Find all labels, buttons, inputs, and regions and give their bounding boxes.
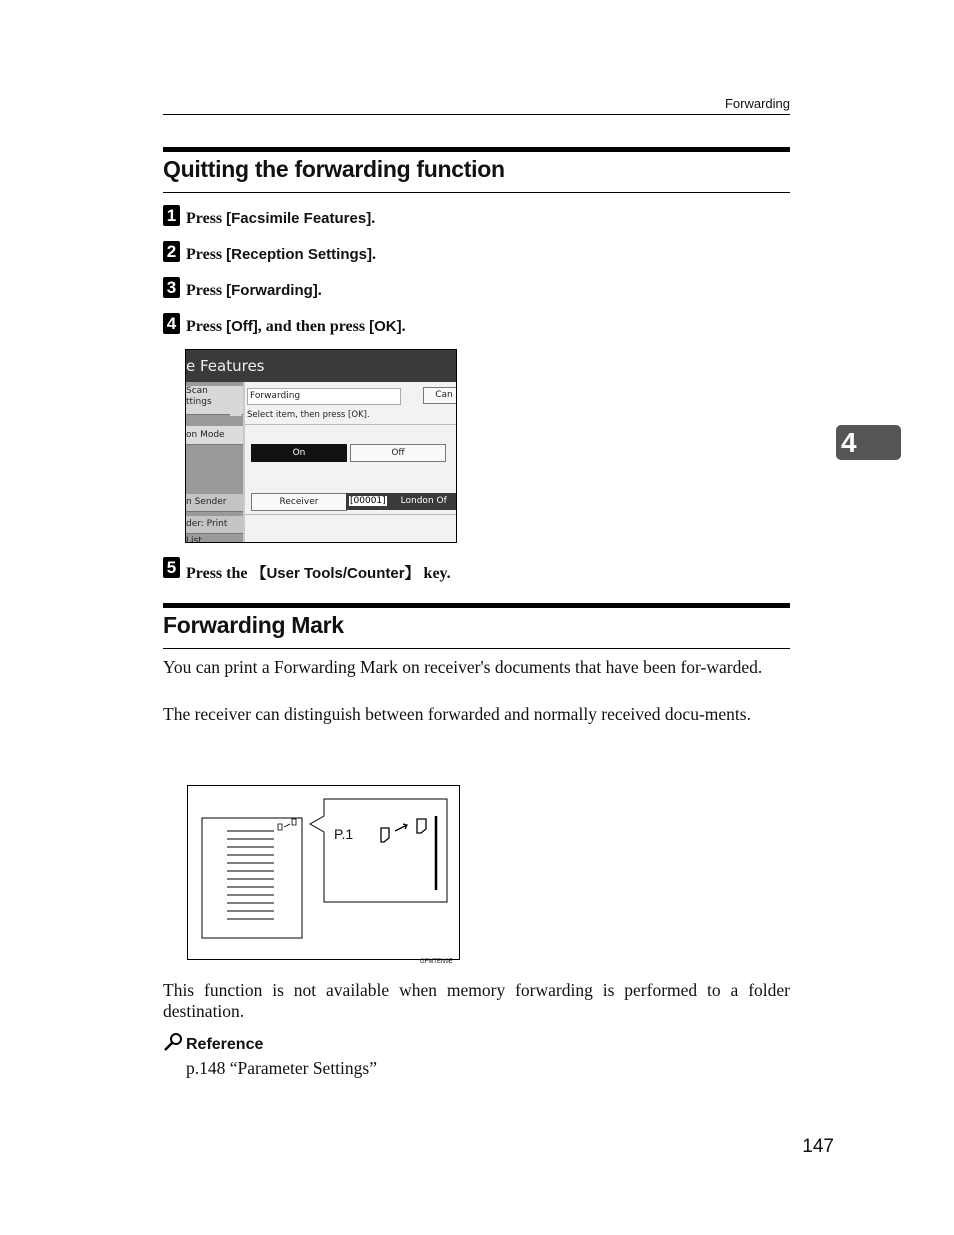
section-title-quitting: Quitting the forwarding function xyxy=(163,156,505,182)
forwarding-mark-diagram xyxy=(187,785,460,960)
cancel-button[interactable]: Can xyxy=(423,387,457,404)
off-button[interactable]: Off xyxy=(350,444,446,462)
panel-title-bar xyxy=(186,350,456,382)
dialog-instruction: Select item, then press [OK]. xyxy=(247,410,370,420)
diagram-graphic xyxy=(188,786,459,959)
header-rule xyxy=(163,114,790,115)
page-number: 147 xyxy=(802,1136,834,1157)
body-paragraph: The receiver can distinguish between forwarded and normally received docu-ments. xyxy=(163,704,751,724)
panel-tab-mode[interactable]: on Mode xyxy=(186,426,243,445)
forwarding-dialog xyxy=(245,382,456,542)
step-2-text: Press [Reception Settings]. xyxy=(186,246,376,263)
reference-link[interactable]: p.148 “Parameter Settings” xyxy=(186,1058,377,1078)
step-number: 3 xyxy=(163,277,180,298)
page-label: P.1 xyxy=(334,826,354,842)
zoom-callout xyxy=(310,799,447,902)
step-3-text: Press [Forwarding]. xyxy=(186,282,322,299)
step-5-text: Press the 【User Tools/Counter】 key. xyxy=(186,565,451,582)
receiver-code: [00001] xyxy=(350,496,386,506)
chapter-tab: 4 xyxy=(836,425,901,460)
section-top-rule xyxy=(163,603,790,608)
dialog-divider xyxy=(245,424,456,425)
dialog-title: Forwarding xyxy=(247,388,401,405)
receiver-button[interactable]: Receiver xyxy=(251,493,347,511)
section-bottom-rule xyxy=(163,192,790,193)
step-number: 4 xyxy=(163,313,180,334)
step-number: 5 xyxy=(163,557,180,578)
control-panel-screenshot xyxy=(185,349,457,543)
panel-tab-scan-settings[interactable]: Scan ttings xyxy=(186,386,243,415)
step-number: 2 xyxy=(163,241,180,262)
panel-title: e Features xyxy=(186,357,265,375)
step-4-text: Press [Off], and then press [OK]. xyxy=(186,318,406,335)
document-page xyxy=(202,818,302,938)
panel-tab-notch xyxy=(230,386,242,416)
section-bottom-rule xyxy=(163,648,790,649)
section-title-forwarding-mark: Forwarding Mark xyxy=(163,612,344,638)
receiver-value xyxy=(346,493,456,510)
magnifier-icon xyxy=(164,1032,184,1052)
step-number: 1 xyxy=(163,205,180,226)
on-button[interactable]: On xyxy=(251,444,347,462)
step-1-text: Press [Facsimile Features]. xyxy=(186,210,376,227)
reference-label: Reference xyxy=(186,1036,264,1053)
dialog-divider xyxy=(245,514,456,515)
body-paragraph: You can print a Forwarding Mark on receiver's documents that have been for-warded. xyxy=(163,657,763,677)
section-top-rule xyxy=(163,147,790,152)
panel-tab-sender[interactable]: n Sender xyxy=(186,494,243,512)
figure-code: GFMTEN9E xyxy=(420,959,453,965)
receiver-name: London Of xyxy=(400,496,447,506)
running-header: Forwarding xyxy=(724,96,790,111)
body-paragraph: This function is not available when memory forwarding is performed to a folder destination. xyxy=(163,980,790,1021)
panel-tab-print-list[interactable]: der: Print List xyxy=(186,516,243,534)
